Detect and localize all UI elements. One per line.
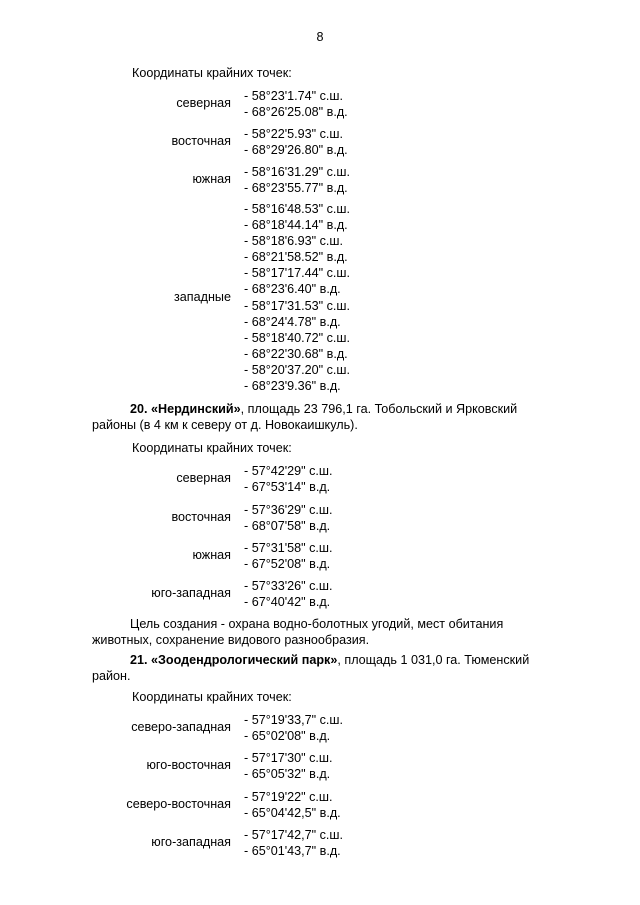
direction-label: южная [192,172,231,186]
coordinate-value: - 58°16'31.29" с.ш. [244,165,351,179]
coordinate-value: - 65°02'08" в.д. [244,729,331,744]
coordinate-value: - 68°07'58" в.д. [244,519,331,534]
coordinate-value: - 57°17'42,7" с.ш. [244,828,344,842]
coordinate-value: - 68°23'9.36" в.д. [244,379,341,394]
coordinates-list [244,540,333,572]
coordinate-value: - 58°16'48.53" с.ш. [244,202,351,216]
item-number: 20. [130,402,148,416]
direction-label: северная [176,471,231,485]
coordinate-value: - 68°18'44.14" в.д. [244,218,348,233]
item-number: 21. [130,653,148,667]
coordinates-list [244,502,333,534]
coordinates-list [244,712,343,744]
coordinates-list [244,789,341,821]
coordinate-value: - 67°52'08" в.д. [244,557,331,572]
coordinate-value: - 57°36'29" с.ш. [244,503,333,517]
coordinate-value: - 68°29'26.80" в.д. [244,143,348,158]
coordinates-label: Координаты крайних точек: [132,690,292,704]
purpose-line2: животных, сохранение видового разнообразия. [92,632,370,647]
coordinate-value: - 68°24'4.78" в.д. [244,314,341,329]
coordinate-value: - 58°17'31.53" с.ш. [244,298,351,313]
item-name: «Нердинский» [151,402,241,416]
coordinates-label: Координаты крайних точек: [132,66,292,80]
coordinates-list [244,463,333,495]
item-description-line2: район. [92,668,131,683]
coordinate-value: - 67°40'42" в.д. [244,595,331,610]
item-description: , площадь 23 796,1 га. Тобольский и Ярковский [240,402,518,416]
coordinate-value: - 58°22'5.93" с.ш. [244,127,344,141]
coordinate-value: - 57°42'29" с.ш. [244,464,333,478]
coordinates-list [244,164,350,196]
coordinate-value: - 68°23'6.40" в.д. [244,282,341,297]
direction-label: юго-восточная [146,758,231,772]
coordinate-value: - 68°22'30.68" в.д. [244,346,348,361]
page-number: 8 [316,30,324,44]
coordinate-value: - 58°23'1.74" с.ш. [244,89,344,103]
direction-label: северо-восточная [126,797,231,811]
coordinates-list [244,201,350,394]
direction-label: юго-западная [151,586,231,600]
direction-label: восточная [171,510,231,524]
purpose-line1: Цель создания - охрана водно-болотных угодий, мест обитания [130,617,504,631]
item-20-purpose [92,617,608,648]
coordinate-value: - 68°21'58.52" в.д. [244,250,348,265]
coordinate-value: - 57°33'26" с.ш. [244,579,333,593]
coordinate-value: - 65°04'42,5" в.д. [244,806,341,821]
direction-label: северная [176,96,231,110]
coordinate-value: - 58°20'37.20" с.ш. [244,362,351,377]
coordinate-value: - 65°05'32" в.д. [244,767,331,782]
coordinate-value: - 57°17'30" с.ш. [244,751,333,765]
coordinate-value: - 57°19'22" с.ш. [244,790,333,804]
coordinate-value: - 58°18'6.93" с.ш. [244,234,344,249]
coordinate-value: - 65°01'43,7" в.д. [244,844,341,859]
coordinate-value: - 58°17'17.44" с.ш. [244,266,351,281]
coordinate-value: - 58°18'40.72" с.ш. [244,330,351,345]
coordinates-list [244,750,333,782]
coordinate-value: - 57°19'33,7" с.ш. [244,713,344,727]
coordinates-list [244,88,348,120]
item-name: «Зоодендрологический парк» [151,653,338,667]
coordinates-label: Координаты крайних точек: [132,441,292,455]
coordinates-list [244,827,343,859]
item-20-heading [92,402,608,433]
item-description: , площадь 1 031,0 га. Тюменский [337,653,530,667]
direction-label: юго-западная [151,835,231,849]
direction-label: западные [174,290,231,304]
coordinates-list [244,126,348,158]
direction-label: северо-западная [131,720,231,734]
item-description-line2: районы (в 4 км к северу от д. Новокаишкуль). [92,417,358,432]
coordinate-value: - 67°53'14" в.д. [244,480,331,495]
direction-label: восточная [171,134,231,148]
item-21-heading [92,653,608,684]
coordinate-value: - 68°26'25.08" в.д. [244,105,348,120]
coordinate-value: - 68°23'55.77" в.д. [244,181,348,196]
coordinates-list [244,578,333,610]
direction-label: южная [192,548,231,562]
coordinate-value: - 57°31'58" с.ш. [244,541,333,555]
